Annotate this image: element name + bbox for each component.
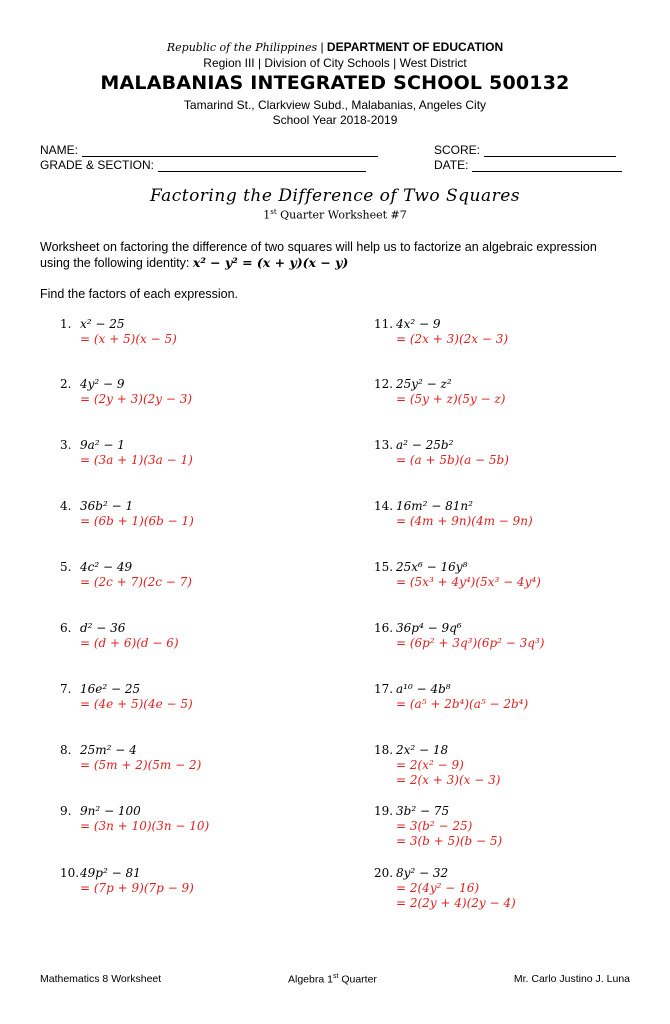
date-field[interactable] [434,158,622,172]
problem-item [60,317,177,347]
answer-line: = 2(4y² − 16) [396,881,480,895]
answer-line: = (5y + z)(5y − z) [396,392,506,406]
intro-line-1: Worksheet on factoring the difference of two squares will help us to factorize an algebraic expression [40,240,597,254]
answer-line: = (6p² + 3q³)(6p² − 3q³) [396,636,545,650]
problem-item [374,866,516,911]
footer-right: Mr. Carlo Justino J. Luna [513,973,630,985]
answer-line: = 3(b² − 25) [396,819,473,833]
problem-item [374,682,528,712]
problem-expression: d² − 36 [80,621,126,635]
problem-item [60,743,201,773]
problem-number: 5. [60,560,72,574]
problem-expression: a¹⁰ − 4b⁸ [396,682,451,696]
grade-section-line[interactable] [158,159,366,172]
problem-expression: 4y² − 9 [80,377,125,391]
problem-expression: 2x² − 18 [396,743,449,757]
problem-number: 19. [374,804,394,818]
name-field[interactable] [40,143,378,157]
problem-item [60,682,193,712]
problem-number: 12. [374,377,394,391]
intro-paragraph [40,239,640,271]
intro-line-2 [40,255,640,271]
worksheet-title: Factoring the Difference of Two Squares [149,186,521,206]
problem-expression: 8y² − 32 [396,866,449,880]
problem-expression: 49p² − 81 [80,866,141,880]
problem-number: 4. [60,499,72,513]
problem-number: 2. [60,377,72,391]
identity-formula: x² − y² = (x + y)(x − y) [192,255,349,270]
problem-number: 18. [374,743,394,757]
problem-expression: 9a² − 1 [80,438,125,452]
answer-line: = (2x + 3)(2x − 3) [396,332,509,346]
answer-line: = (6b + 1)(6b − 1) [80,514,194,528]
problem-item [374,743,500,788]
problem-number: 7. [60,682,72,696]
answer-line: = (5m + 2)(5m − 2) [80,758,202,772]
answer-line: = (3n + 10)(3n − 10) [80,819,210,833]
problem-item [60,621,179,651]
problem-expression: 16m² − 81n² [396,499,473,513]
answer-line: = (3a + 1)(3a − 1) [80,453,193,467]
problem-number: 6. [60,621,72,635]
problem-item [374,621,544,651]
answer-line: = (5x³ + 4y⁴)(5x³ − 4y⁴) [396,575,541,589]
answer-line: = (a⁵ + 2b⁴)(a⁵ − 2b⁴) [396,697,529,711]
score-field[interactable] [434,143,616,157]
problem-item [374,438,509,468]
footer-center-prefix: Algebra 1 [288,973,333,986]
problem-item [374,377,505,407]
problem-item [374,317,508,347]
date-line[interactable] [472,159,622,172]
problem-number: 20. [374,866,394,880]
problem-expression: 4c² − 49 [80,560,133,574]
footer-center-sup: st [332,973,339,980]
answer-line: = (4e + 5)(4e − 5) [80,697,193,711]
answer-line: = 2(x² − 9) [396,758,464,772]
problem-item [374,560,541,590]
department-text: DEPARTMENT OF EDUCATION [326,40,504,54]
region-line: Region III | Division of City Schools | West District [203,56,467,70]
problem-number: 10. [60,866,80,880]
problem-number: 13. [374,438,394,452]
grade-section-label: GRADE & SECTION: [40,158,155,172]
problem-expression: 25m² − 4 [80,743,137,757]
problem-number: 15. [374,560,394,574]
worksheet-subtitle [0,208,670,222]
problem-expression: a² − 25b² [396,438,454,452]
answer-line: = (x + 5)(x − 5) [80,332,177,346]
problem-expression: 4x² − 9 [396,317,441,331]
problem-item [60,560,192,590]
answer-line: = (d + 6)(d − 6) [80,636,179,650]
problem-number: 1. [60,317,72,331]
footer-center-suffix: Quarter [338,973,377,986]
problem-item [374,499,533,529]
problem-expression: 16e² − 25 [80,682,141,696]
answer-line: = (4m + 9n)(4m − 9n) [396,514,533,528]
republic-text: Republic of the Philippines [166,41,318,54]
answer-line: = (7p + 9)(7p − 9) [80,881,194,895]
problem-expression: 9n² − 100 [80,804,141,818]
problem-number: 11. [374,317,394,331]
problem-number: 9. [60,804,72,818]
subtitle-rest: Quarter Worksheet #7 [276,208,407,222]
problem-expression: 36b² − 1 [80,499,134,513]
problem-expression: 25y² − z² [396,377,452,391]
school-year: School Year 2018-2019 [272,113,398,127]
subtitle-sup: st [270,208,277,216]
answer-line: = 2(x + 3)(x − 3) [396,773,501,787]
separator: | [320,40,327,54]
problem-number: 3. [60,438,72,452]
name-line[interactable] [82,144,378,157]
republic-line [0,40,670,54]
problem-number: 16. [374,621,394,635]
answer-line: = (a + 5b)(a − 5b) [396,453,509,467]
date-label: DATE: [434,158,469,172]
name-label: NAME: [40,143,79,157]
footer-center [288,973,377,986]
problem-item [60,377,192,407]
score-label: SCORE: [434,143,481,157]
answer-line: = (2c + 7)(2c − 7) [80,575,192,589]
intro-line-2-prefix: using the following identity: [40,256,193,270]
grade-section-field[interactable] [40,158,366,172]
problem-expression: 25x⁶ − 16y⁸ [396,560,468,574]
problem-expression: 36p⁴ − 9q⁶ [396,621,462,635]
problem-expression: 3b² − 75 [396,804,450,818]
problem-item [60,866,194,896]
school-address: Tamarind St., Clarkview Subd., Malabanias, Angeles City [183,98,487,112]
problem-expression: x² − 25 [80,317,125,331]
problem-number: 17. [374,682,394,696]
problem-item [374,804,502,849]
problem-item [60,438,193,468]
problem-number: 14. [374,499,394,513]
footer-left: Mathematics 8 Worksheet [40,973,162,985]
school-name: MALABANIAS INTEGRATED SCHOOL 500132 [100,72,570,94]
answer-line: = 2(2y + 4)(2y − 4) [396,896,516,910]
problem-item [60,499,194,529]
answer-line: = (2y + 3)(2y − 3) [80,392,193,406]
subtitle-ordinal: 1 [263,208,271,222]
problem-number: 8. [60,743,72,757]
problem-item [60,804,209,834]
instruction: Find the factors of each expression. [40,287,239,301]
score-line[interactable] [484,144,616,157]
answer-line: = 3(b + 5)(b − 5) [396,834,503,848]
